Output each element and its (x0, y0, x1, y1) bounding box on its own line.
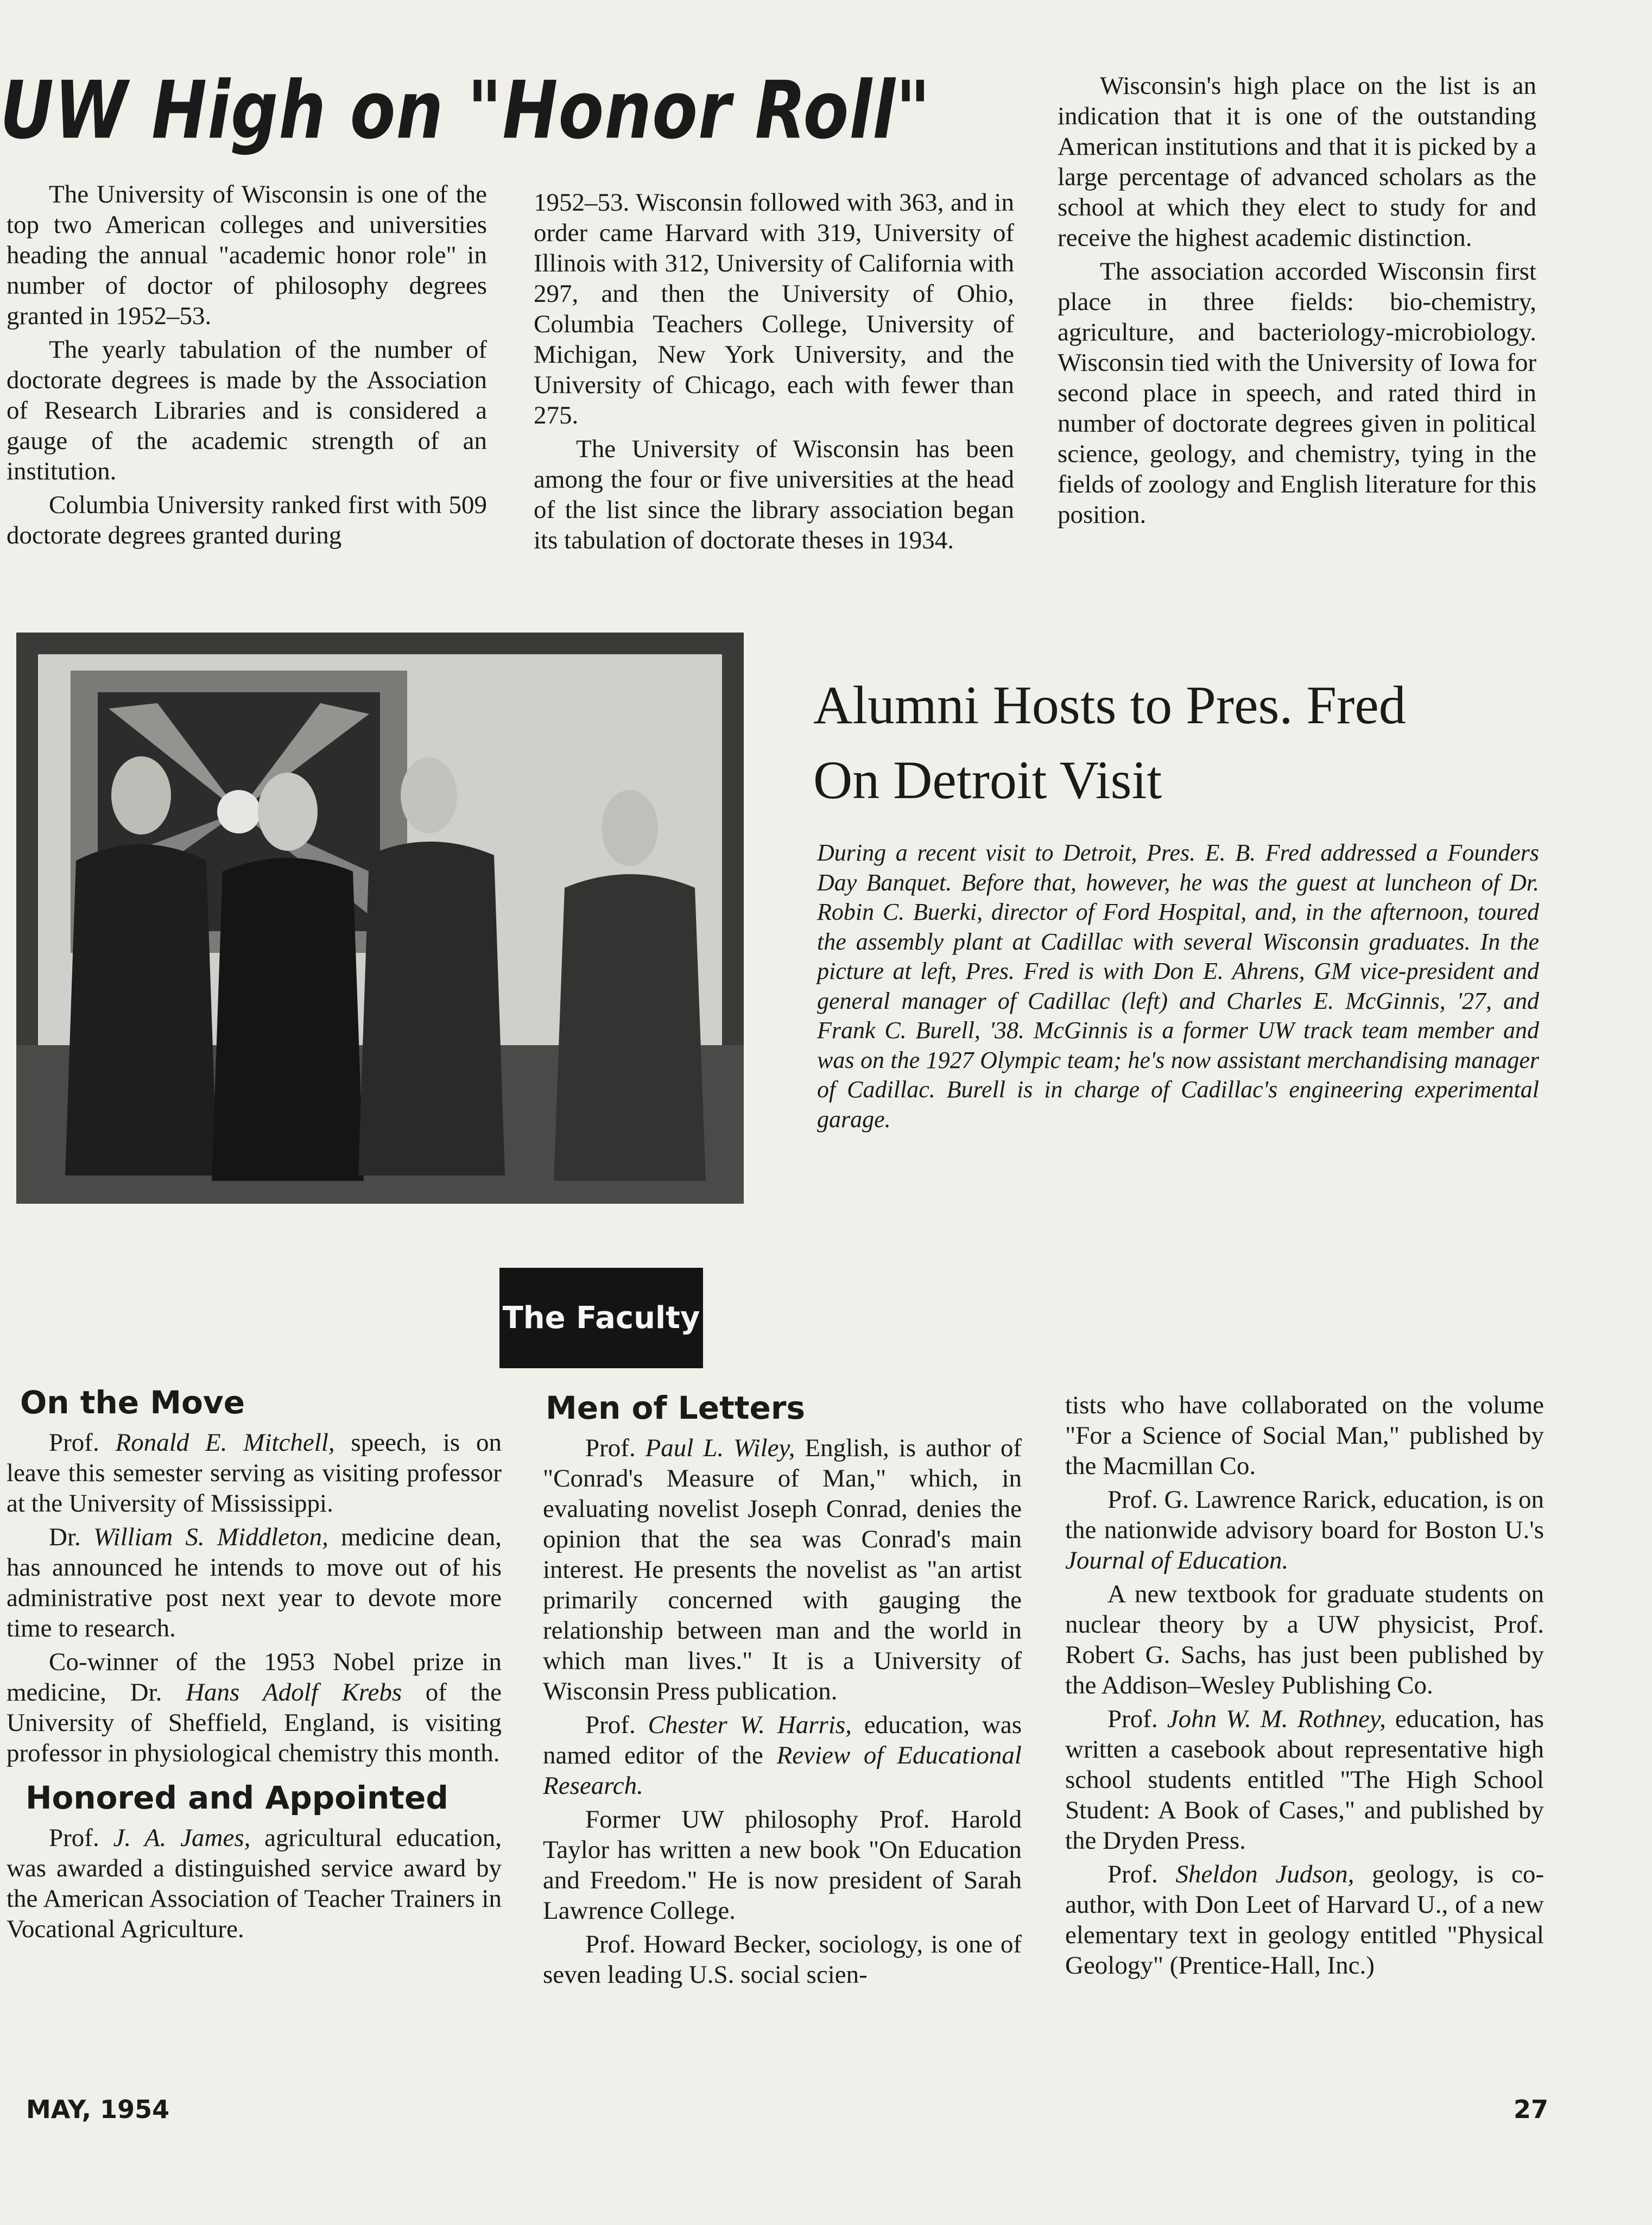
faculty-col3 (1065, 1390, 1544, 1981)
photo-illustration (16, 633, 744, 1204)
footer-date: MAY, 1954 (26, 2095, 170, 2124)
paragraph: Prof. John W. M. Rothney, education, has written a casebook about representative high school students entitled "The High School Student: A Book of Cases," and published by the Dryden Press. (1065, 1705, 1544, 1855)
paragraph: Wisconsin's high place on the list is an indication that it is one of the outstanding American institutions and that it is picked by a large percentage of advanced scholars as the school at which they elect to study for and receive the highest academic distinction. (1058, 72, 1536, 252)
headline: UW High on "Honor Roll" (0, 64, 931, 157)
paragraph: Columbia University ranked first with 509 doctorate degrees granted during (7, 491, 487, 549)
alumni-title-line1: Alumni Hosts to Pres. Fred (813, 675, 1406, 735)
faculty-col1 (7, 1384, 502, 1944)
paragraph: The University of Wisconsin is one of the top two American colleges and universities heading the annual "academic honor role" in number of doctor of philosophy degrees granted in 1952–53. (7, 180, 487, 330)
paragraph: The yearly tabulation of the number of doctorate degrees is made by the Association of Research Libraries and is considered a gauge of the academic strength of an institution. (7, 336, 487, 485)
paragraph: The University of Wisconsin has been among the four or five universities at the head of the list since the library association began its tabulation of doctorate theses in 1934. (534, 435, 1014, 554)
paragraph: Dr. William S. Middleton, medicine dean, has announced he intends to move out of his administrative post next year to devote more time to research. (7, 1523, 502, 1642)
honor-roll-col3 (1058, 71, 1536, 530)
paragraph: Prof. G. Lawrence Rarick, education, is on the nationwide advisory board for Boston U.'s Journal of Education. (1065, 1486, 1544, 1575)
subhead-men-of-letters: Men of Letters (546, 1389, 806, 1426)
faculty-col2 (543, 1389, 1022, 1990)
paragraph: A new textbook for graduate students on nuclear theory by a UW physicist, Prof. Robert G. Sachs, has just been published by the Addison–Wesley Publishing Co. (1065, 1580, 1544, 1699)
paragraph: Prof. Howard Becker, sociology, is one of seven leading U.S. social scien- (543, 1930, 1022, 1989)
paragraph: Co-winner of the 1953 Nobel prize in medicine, Dr. Hans Adolf Krebs of the University of Sheffield, England, is visiting professor in physiological chemistry this month. (7, 1648, 502, 1767)
paragraph: Prof. Ronald E. Mitchell, speech, is on leave this semester serving as visiting professor at the University of Mississippi. (7, 1428, 502, 1518)
paragraph: Former UW philosophy Prof. Harold Taylor has written a new book "On Education and Freedom." He is now president of Sarah Lawrence College. (543, 1805, 1022, 1925)
paragraph: 1952–53. Wisconsin followed with 363, and in order came Harvard with 319, University of Illinois with 312, University of California with 297, and then the University of Ohio, Columbia Teachers College, University of Michigan, New York University, and the University of Chicago, each with fewer than 275. (534, 188, 1014, 429)
alumni-caption: During a recent visit to Detroit, Pres. E. B. Fred addressed a Founders Day Banquet. Before that, however, he was the guest at luncheon of Dr. Robin C. Buerki, director of Ford Hospital, and, in the afternoon, toured the assembly plant at Cadillac with several Wisconsin graduates. In the picture at left, Pres. Fred is with Don E. Ahrens, GM vice-president and general manager of Cadillac (left) and Charles E. McGinnis, '27, and Frank C. Burell, '38. McGinnis is a former UW track team member and was on the 1927 Olympic team; he's now assistant merchandising manager of Cadillac. Burell is in charge of Cadillac's engineering experimental garage. (817, 839, 1539, 1133)
paragraph: tists who have collaborated on the volume "For a Science of Social Man," published by the Macmillan Co. (1065, 1391, 1544, 1480)
subhead-honored: Honored and Appointed (26, 1779, 448, 1816)
subhead-on-the-move: On the Move (20, 1384, 245, 1421)
page-number: 27 (1514, 2095, 1549, 2124)
group-photo (16, 633, 744, 1204)
honor-roll-col1 (7, 179, 487, 551)
paragraph: Prof. Paul L. Wiley, English, is author of "Conrad's Measure of Man," which, in evaluating novelist Joseph Conrad, denies the opinion that the sea was Conrad's main interest. He presents the novelist as "an artist primarily concerned with gauging the relationship between man and the world in which man lives." It is a University of Wisconsin Press publication. (543, 1434, 1022, 1705)
section-label-faculty: The Faculty (499, 1268, 703, 1368)
alumni-title (813, 668, 1573, 818)
paragraph: Prof. Chester W. Harris, education, was named editor of the Review of Educational Research. (543, 1711, 1022, 1800)
paragraph: The association accorded Wisconsin first place in three fields: bio-chemistry, agriculture, and bacteriology-microbiology. Wisconsin tied with the University of Iowa for second place in speech, and rated third in number of doctorate degrees given in political science, geology, and chemistry, tying in the fields of zoology and English literature for this position. (1058, 257, 1536, 529)
alumni-title-line2: On Detroit Visit (813, 750, 1162, 810)
honor-roll-col2 (534, 187, 1014, 555)
paragraph: Prof. Sheldon Judson, geology, is co-author, with Don Leet of Harvard U., of a new elementary text in geology entitled "Physical Geology" (Prentice-Hall, Inc.) (1065, 1860, 1544, 1980)
paragraph: Prof. J. A. James, agricultural education, was awarded a distinguished service award by the American Association of Teacher Trainers in Vocational Agriculture. (7, 1824, 502, 1943)
